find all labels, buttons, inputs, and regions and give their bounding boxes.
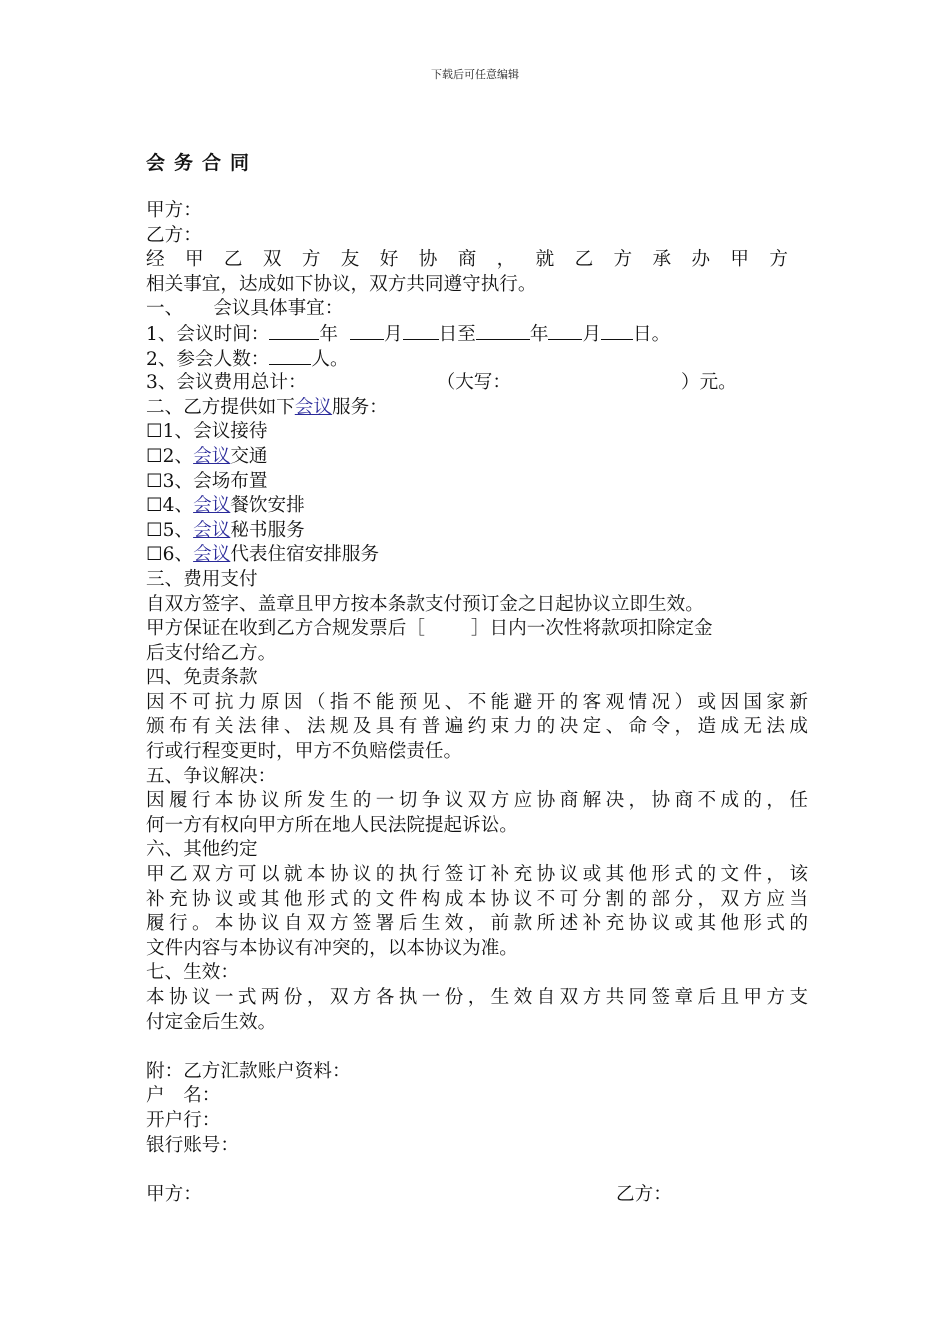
service-item (146, 519, 808, 544)
section-2-heading (146, 396, 808, 421)
section-7-line-1: 本协议一式两份，双方各执一份，生效自双方共同签章后且甲方支 (146, 987, 808, 1008)
services-list (146, 420, 808, 568)
section-3-line-1: 自双方签字、盖章且甲方按本条款支付预订金之日起协议立即生效。 (146, 593, 704, 615)
yuan-label: ）元。 (680, 372, 737, 394)
checkbox-icon[interactable]: ☐ (146, 495, 163, 517)
service-number: 4、 (162, 495, 194, 517)
service-label: 餐饮安排 (230, 495, 305, 517)
checkbox-icon[interactable]: ☐ (146, 470, 163, 492)
blank-start-year[interactable] (269, 322, 319, 340)
section-4-heading: 四、免责条款 (146, 667, 258, 689)
section-1-heading (146, 297, 808, 322)
year-label: 年 (319, 323, 339, 345)
service-item (146, 420, 808, 445)
section-1-number: 一、 (146, 298, 184, 320)
service-label: 会场布置 (193, 470, 268, 492)
section-5-line-2: 何一方有权向甲方所在地人民法院提起诉讼。 (146, 814, 518, 836)
section-6-line-2: 补充协议或其他形式的文件构成本协议不可分割的部分，双方应当 (146, 888, 808, 910)
section-3-line-2 (146, 617, 808, 642)
checkbox-icon[interactable]: ☐ (146, 445, 163, 467)
blank-end-day[interactable] (601, 322, 633, 340)
uppercase-amount-label: （大写： (436, 372, 511, 394)
blank-end-month[interactable] (548, 322, 582, 340)
blank-attendee-count[interactable] (269, 347, 311, 365)
service-number: 2、 (162, 445, 194, 467)
blank-start-month[interactable] (350, 322, 384, 340)
appendix-heading: 附：乙方汇款账户资料： (146, 1060, 351, 1082)
section-3-line-3: 后支付给乙方。 (146, 642, 277, 664)
account-number-line: 银行账号： (146, 1134, 239, 1156)
service-number: 3、 (162, 470, 194, 492)
account-name-line: 户 名： (146, 1085, 221, 1107)
blank-start-day[interactable] (403, 322, 439, 340)
contract-body (146, 199, 808, 1207)
section-2-title-end: 服务： (331, 396, 388, 418)
section-6-heading: 六、其他约定 (146, 839, 258, 861)
section-7-heading: 七、生效： (146, 962, 239, 984)
meeting-link[interactable]: 会议 (193, 495, 231, 517)
signature-party-a: 甲方： (146, 1183, 202, 1205)
meeting-link[interactable]: 会议 (193, 544, 231, 566)
section-7-line-2: 付定金后生效。 (146, 1011, 277, 1033)
service-number: 1、 (162, 421, 194, 443)
section-5-line-1: 因履行本协议所发生的一切争议双方应协商解决，协商不成的，任 (146, 790, 808, 812)
signature-party-b: 乙方： (616, 1183, 672, 1205)
service-number: 6、 (162, 544, 194, 566)
header-note: 下载后可任意编辑 (431, 68, 519, 81)
section-4-line-3: 行或行程变更时，甲方不负赔偿责任。 (146, 741, 463, 763)
year-label-2: 年 (529, 323, 549, 345)
total-fee-label: 3、会议费用总计： (146, 372, 307, 394)
person-unit-label: 人。 (311, 348, 349, 370)
service-item (146, 445, 808, 470)
invoice-clause-start: 甲方保证在收到乙方合规发票后［ (146, 618, 425, 640)
total-fee-line (146, 371, 808, 396)
service-label: 秘书服务 (230, 519, 305, 541)
meeting-link[interactable]: 会议 (193, 519, 231, 541)
intro-line-1: 经甲乙双方友好协商，就乙方承办甲方 (146, 249, 808, 271)
service-label: 代表住宿安排服务 (230, 544, 380, 566)
blank-end-year[interactable] (476, 322, 530, 340)
service-item (146, 543, 808, 568)
month-label-2: 月 (582, 323, 602, 345)
service-item (146, 494, 808, 519)
meeting-time-line (146, 322, 808, 347)
section-6-line-4: 文件内容与本协议有冲突的，以本协议为准。 (146, 937, 518, 959)
section-4-line-1: 因不可抗力原因（指不能预见、不能避开的客观情况）或因国家新 (146, 691, 808, 713)
attendee-count-line (146, 347, 808, 372)
service-label: 会议接待 (193, 421, 268, 443)
section-5-heading: 五、争议解决： (146, 765, 277, 787)
invoice-clause-end: ］日内一次性将款项扣除定金 (470, 618, 713, 640)
intro-line-2: 相关事宜，达成如下协议，双方共同遵守执行。 (146, 273, 537, 295)
service-number: 5、 (162, 519, 194, 541)
section-6-line-1: 甲乙双方可以就本协议的执行签订补充协议或其他形式的文件，该 (146, 864, 808, 886)
checkbox-icon[interactable]: ☐ (146, 421, 163, 443)
party-b-line: 乙方： (146, 224, 202, 246)
spacer (146, 1035, 808, 1060)
bank-line: 开户行： (146, 1109, 221, 1131)
service-item (146, 470, 808, 495)
section-1-title: 会议具体事宜： (213, 298, 344, 320)
meeting-link[interactable]: 会议 (294, 396, 332, 418)
section-6-line-3: 履行。本协议自双方签署后生效，前款所述补充协议或其他形式的 (146, 913, 808, 935)
day-label-end: 日。 (633, 323, 671, 345)
section-3-heading: 三、费用支付 (146, 568, 258, 590)
meeting-time-label: 1、会议时间： (146, 323, 270, 345)
service-label: 交通 (230, 445, 268, 467)
section-4-line-2: 颁布有关法律、法规及具有普遍约束力的决定、命令，造成无法成 (146, 716, 808, 738)
signature-row (146, 1183, 808, 1208)
day-to-label: 日至 (438, 323, 476, 345)
month-label: 月 (384, 323, 403, 345)
spacer-2 (146, 1158, 808, 1183)
party-a-line: 甲方： (146, 200, 202, 221)
meeting-link[interactable]: 会议 (193, 445, 231, 467)
checkbox-icon[interactable]: ☐ (146, 519, 163, 541)
attendee-count-label: 2、参会人数： (146, 348, 270, 370)
checkbox-icon[interactable]: ☐ (146, 544, 163, 566)
document-title: 会务合同 (146, 152, 259, 174)
section-2-title-start: 二、乙方提供如下 (146, 396, 295, 418)
